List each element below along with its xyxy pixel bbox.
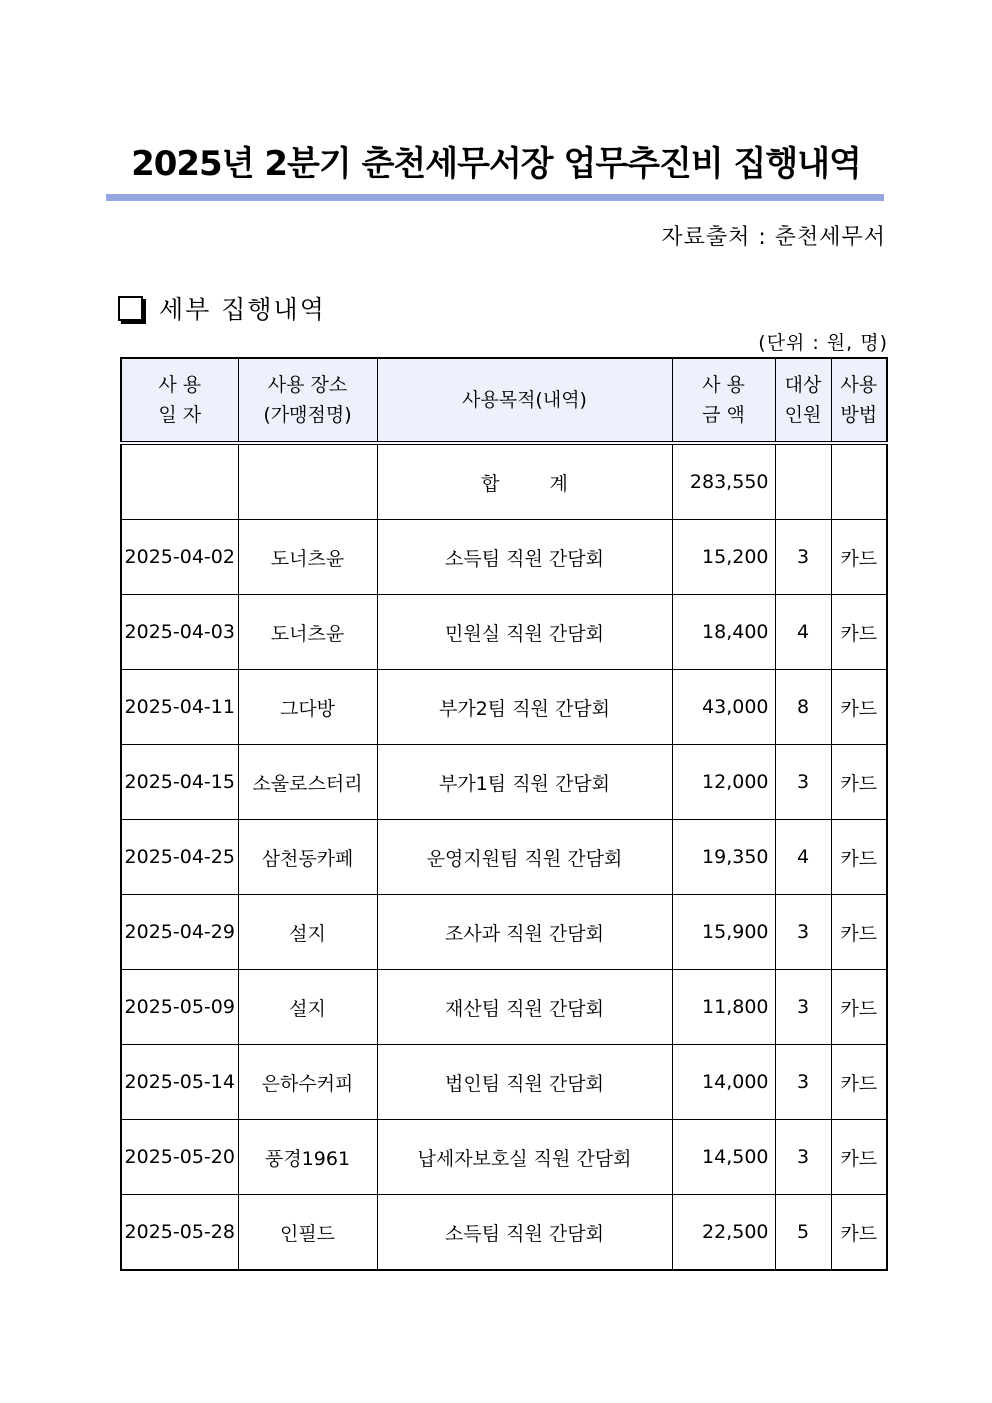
cell-place: 은하수커피 xyxy=(238,1045,377,1120)
cell-method: 카드 xyxy=(831,1120,887,1195)
cell-people: 4 xyxy=(775,820,831,895)
cell-purpose: 재산팀 직원 간담회 xyxy=(377,970,672,1045)
cell-people: 3 xyxy=(775,1045,831,1120)
cell-place: 설지 xyxy=(238,895,377,970)
cell-people: 5 xyxy=(775,1195,831,1271)
table-row xyxy=(121,970,887,1045)
cell-purpose: 소득팀 직원 간담회 xyxy=(377,1195,672,1271)
table-row xyxy=(121,820,887,895)
table-row xyxy=(121,520,887,595)
cell-date: 2025-04-25 xyxy=(121,820,238,895)
cell-date: 2025-04-03 xyxy=(121,595,238,670)
table-header-row xyxy=(121,358,887,443)
cell-date: 2025-04-15 xyxy=(121,745,238,820)
cell-place: 소울로스터리 xyxy=(238,745,377,820)
cell-purpose: 민원실 직원 간담회 xyxy=(377,595,672,670)
cell-date: 2025-05-28 xyxy=(121,1195,238,1271)
cell-purpose: 운영지원팀 직원 간담회 xyxy=(377,820,672,895)
cell-people: 8 xyxy=(775,670,831,745)
header-amount: 사 용 금 액 xyxy=(672,358,775,443)
table-row xyxy=(121,745,887,820)
cell-purpose: 부가2팀 직원 간담회 xyxy=(377,670,672,745)
cell-date: 2025-04-02 xyxy=(121,520,238,595)
cell-purpose: 부가1팀 직원 간담회 xyxy=(377,745,672,820)
total-label: 합 계 xyxy=(377,443,672,520)
cell-amount: 19,350 xyxy=(672,820,775,895)
header-date: 사 용 일 자 xyxy=(121,358,238,443)
section-title: 세부 집행내역 xyxy=(159,295,326,324)
cell-people: 4 xyxy=(775,595,831,670)
cell-method: 카드 xyxy=(831,1045,887,1120)
section-heading xyxy=(118,290,326,326)
cell-date: 2025-04-29 xyxy=(121,895,238,970)
cell-amount: 43,000 xyxy=(672,670,775,745)
table-row xyxy=(121,595,887,670)
cell-place: 풍경1961 xyxy=(238,1120,377,1195)
cell-date: 2025-05-20 xyxy=(121,1120,238,1195)
cell-date: 2025-05-09 xyxy=(121,970,238,1045)
table-row xyxy=(121,895,887,970)
header-purpose: 사용목적(내역) xyxy=(377,358,672,443)
cell-amount: 11,800 xyxy=(672,970,775,1045)
cell-place: 삼천동카페 xyxy=(238,820,377,895)
cell-method: 카드 xyxy=(831,745,887,820)
total-amount: 283,550 xyxy=(672,443,775,520)
cell-method: 카드 xyxy=(831,895,887,970)
header-place: 사용 장소 (가맹점명) xyxy=(238,358,377,443)
title-underline xyxy=(106,194,884,201)
table-row xyxy=(121,670,887,745)
table-row xyxy=(121,1195,887,1271)
cell-people: 3 xyxy=(775,970,831,1045)
total-row xyxy=(121,443,887,520)
cell-method: 카드 xyxy=(831,670,887,745)
cell-place: 도너츠윤 xyxy=(238,520,377,595)
cell-amount: 12,000 xyxy=(672,745,775,820)
unit-note: (단위 : 원, 명) xyxy=(758,332,888,354)
cell-amount: 18,400 xyxy=(672,595,775,670)
cell-method: 카드 xyxy=(831,820,887,895)
cell-amount: 15,200 xyxy=(672,520,775,595)
header-method: 사용 방법 xyxy=(831,358,887,443)
cell-method: 카드 xyxy=(831,595,887,670)
cell-purpose: 조사과 직원 간담회 xyxy=(377,895,672,970)
cell-place: 인필드 xyxy=(238,1195,377,1271)
checkbox-square-icon xyxy=(118,296,143,321)
expense-table xyxy=(120,357,888,1271)
cell-date: 2025-05-14 xyxy=(121,1045,238,1120)
cell-purpose: 법인팀 직원 간담회 xyxy=(377,1045,672,1120)
cell-method: 카드 xyxy=(831,1195,887,1271)
cell-date: 2025-04-11 xyxy=(121,670,238,745)
data-source: 자료출처 : 춘천세무서 xyxy=(661,225,886,250)
cell-amount: 14,000 xyxy=(672,1045,775,1120)
table-row xyxy=(121,1045,887,1120)
cell-people: 3 xyxy=(775,1120,831,1195)
cell-amount: 15,900 xyxy=(672,895,775,970)
cell-place: 그다방 xyxy=(238,670,377,745)
cell-method: 카드 xyxy=(831,970,887,1045)
cell-people: 3 xyxy=(775,520,831,595)
cell-purpose: 소득팀 직원 간담회 xyxy=(377,520,672,595)
table-row xyxy=(121,1120,887,1195)
cell-place: 도너츠윤 xyxy=(238,595,377,670)
header-people: 대상 인원 xyxy=(775,358,831,443)
cell-amount: 22,500 xyxy=(672,1195,775,1271)
cell-method: 카드 xyxy=(831,520,887,595)
cell-place: 설지 xyxy=(238,970,377,1045)
cell-purpose: 납세자보호실 직원 간담회 xyxy=(377,1120,672,1195)
cell-people: 3 xyxy=(775,745,831,820)
document-title: 2025년 2분기 춘천세무서장 업무추진비 집행내역 xyxy=(131,144,861,184)
cell-amount: 14,500 xyxy=(672,1120,775,1195)
cell-people: 3 xyxy=(775,895,831,970)
